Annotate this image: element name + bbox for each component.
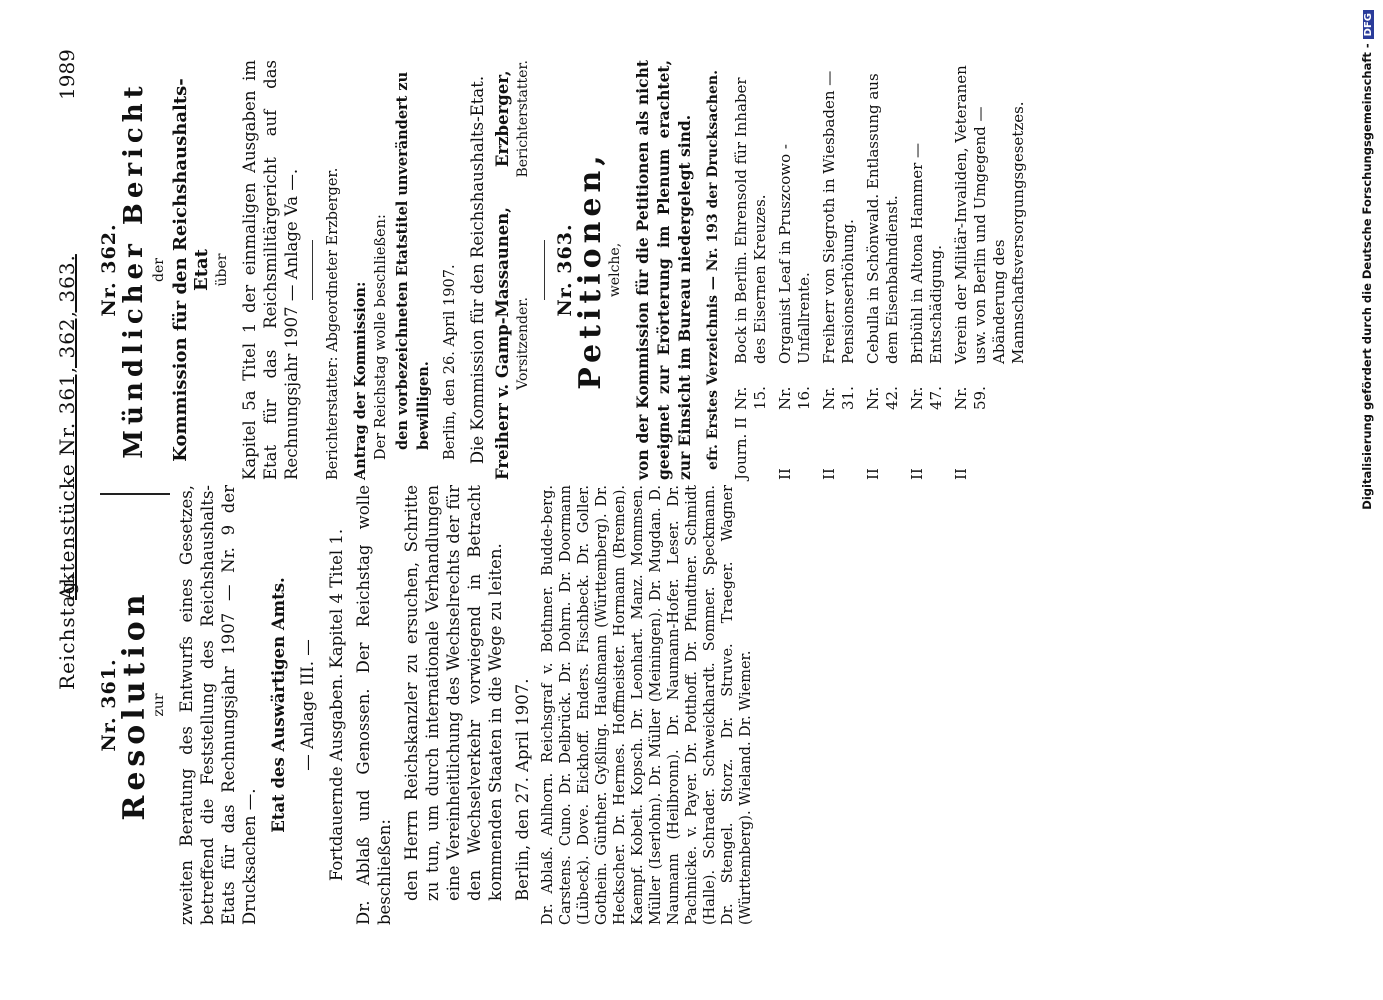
petitionen-title: Petitionen, [573,150,608,390]
petition-row [732,60,770,480]
dfg-logo: DFG [1363,10,1374,39]
left-column [95,485,761,925]
zur-label: zur [151,693,167,717]
petition-text: Verein der Militär-Invaliden, Veteranen usw. von Berlin und Umgegend — Abänderung des Mannschaftsversorgungsgesetzes. [952,65,1027,364]
anlage-label: — Anlage III. — [298,639,317,771]
dfg-credit-text: Digitalisierung gefördert durch die Deutsche Forschungsgemeinschaft - [1360,43,1374,510]
petition-journ: Journ. II [732,417,750,480]
petition-text: Cebulla in Schönwald. Entlassung aus dem Eisenbahndienst. [864,73,901,364]
antrag-label: Antrag der Kommission: [352,281,369,480]
header-left: Reichstag. [55,573,79,690]
signatories: Dr. Ablaß. Ahlhorn. Reichsgraf v. Bothmer. Budde-berg. Carstens. Cuno. Dr. Delbrück. Dr. Dohrn. Dr. Doormann (Lübeck). Dove. Eickhoff. Enders. Fischbeck. Dr. Goller. Gothein. Günther. Gyßling. Haußmann (Württemberg). Dr. Heckscher. Dr. Hermes. Hoffmeister. Hormann (Bremen). Kaempf. Kobelt. Kopsch. Dr. Leonhart. Manz. Mommsen. Müller (Iserlohn). Dr. Müller (Meiningen). Dr. Mugdan. D. Naumann (Heilbronn). Dr. Naumann-Hofer. Leser. Dr. Pachnicke. v. Payer. Dr. Potthoff. Dr. Pfundtner. Schmidt (Halle). Schrader. Schweickhardt. Sommer. Speckmann. Dr. Stengel. Storz. Dr. Struve. Traeger. Wagner (Württemberg). Wieland. Dr. Wiemer. [540,485,754,925]
petition-row [776,60,814,480]
nr-362: Nr. 362. [98,223,120,317]
header-center: Aktenstücke Nr. 361, 362, 363. [55,254,79,600]
dfg-credit [1360,10,1382,990]
ueber-label: über [214,253,230,287]
page-header [0,0,100,1000]
fortdauernde-label: Fortdauernde Ausgaben. Kapitel 4 Titel 1. [327,528,346,882]
bericht-title: Mündlicher Bericht [119,81,149,459]
petition-text: Freiherr von Siegroth in Wiesbaden — Pensionserhöhung. [820,70,857,364]
petition-journ: II [776,468,794,480]
petition-journ: II [820,468,838,480]
nr-361: Nr. 361. [98,658,120,752]
petition-row [820,60,858,480]
petition-journ: II [908,468,926,480]
kommission-signature: Die Kommission für den Reichshaushalts-Etat. [468,75,487,465]
petition-nr: Nr. 42. [864,386,901,410]
antrag-text-362: den vorbezeichneten Etatstitel unverändert zu bewilligen. [394,71,432,450]
antrag-361: Dr. Ablaß und Genossen. Der Reichstag wolle beschließen: [354,485,394,925]
petition-nr: Nr. 15. [732,386,769,410]
resolution-intro: zweiten Beratung des Entwurfs eines Gesetzes, betreffend die Feststellung des Reichshaushalts-Etats für das Rechnungsjahr 1907 — Nr. 9 der Drucksachen —. [177,485,259,925]
petition-row [864,60,902,480]
signature-right-role: Berichterstatter. [515,60,531,178]
petition-text: Bribühl in Altona Hammer — Entschädigung. [908,142,945,364]
date-361: Berlin, den 27. April 1907. [513,678,532,901]
petition-nr: Nr. 16. [776,386,813,410]
kommission-heading: Kommission für den Reichshaushalts-Etat [170,78,212,462]
petition-row [908,60,946,480]
divider [312,240,313,300]
der-label: der [151,258,167,282]
etat-heading: Etat des Auswärtigen Amts. [269,577,288,833]
berichterstatter: Berichterstatter: Abgeordneter Erzberger. [325,167,341,480]
petition-nr: Nr. 31. [820,386,857,410]
resolution-title: Resolution [117,589,152,821]
divider [544,240,545,300]
signatures [492,60,534,480]
kapitel-text: Kapitel 5a Titel 1 der einmaligen Ausgaben im Etat für das Reichsmilitärgericht auf das Rechnungsjahr 1907 — Anlage Va —. [240,60,301,480]
right-column [95,60,1034,480]
petition-text: Bock in Berlin. Ehrensold für Inhaber des Eisernen Kreuzes. [732,77,769,364]
signature-right-name: Erzberger, [493,70,512,168]
welche-label: welche, [607,242,623,298]
petition-row [952,60,1028,480]
nr-363: Nr. 363. [554,223,576,317]
antrag-text-361: den Herrn Reichskanzler zu ersuchen, Schritte zu tun, um durch internationale Verhandlungen eine Vereinheitlichung des Wechselrechts der für den Wechselverkehr vorwiegend in Betracht kommenden Staaten in die Wege zu leiten. [402,485,505,901]
date-362: Berlin, den 26. April 1907. [442,264,458,460]
petition-journ: II [952,468,970,480]
antrag-intro: Der Reichstag wolle beschließen: [373,214,389,460]
petition-nr: Nr. 47. [908,386,945,410]
signature-left-role: Vorsitzender. [515,297,531,390]
petition-text: von der Kommission für die Petitionen als nicht geeignet zur Erörterung im Plenum erachtet, zur Einsicht im Bureau niedergelegt sind. [633,60,694,480]
petition-list [732,60,1028,480]
signature-left-name: Freiherr v. Gamp-Massaunen, [493,206,512,480]
petition-journ: II [864,468,882,480]
petition-nr: Nr. 59. [952,386,989,410]
verzeichnis: efr. Erstes Verzeichnis — Nr. 193 der Drucksachen. [705,70,721,470]
page-number: 1989 [55,49,79,100]
petition-text: Organist Leaf in Pruszcowo - Unfallrente. [776,144,813,364]
